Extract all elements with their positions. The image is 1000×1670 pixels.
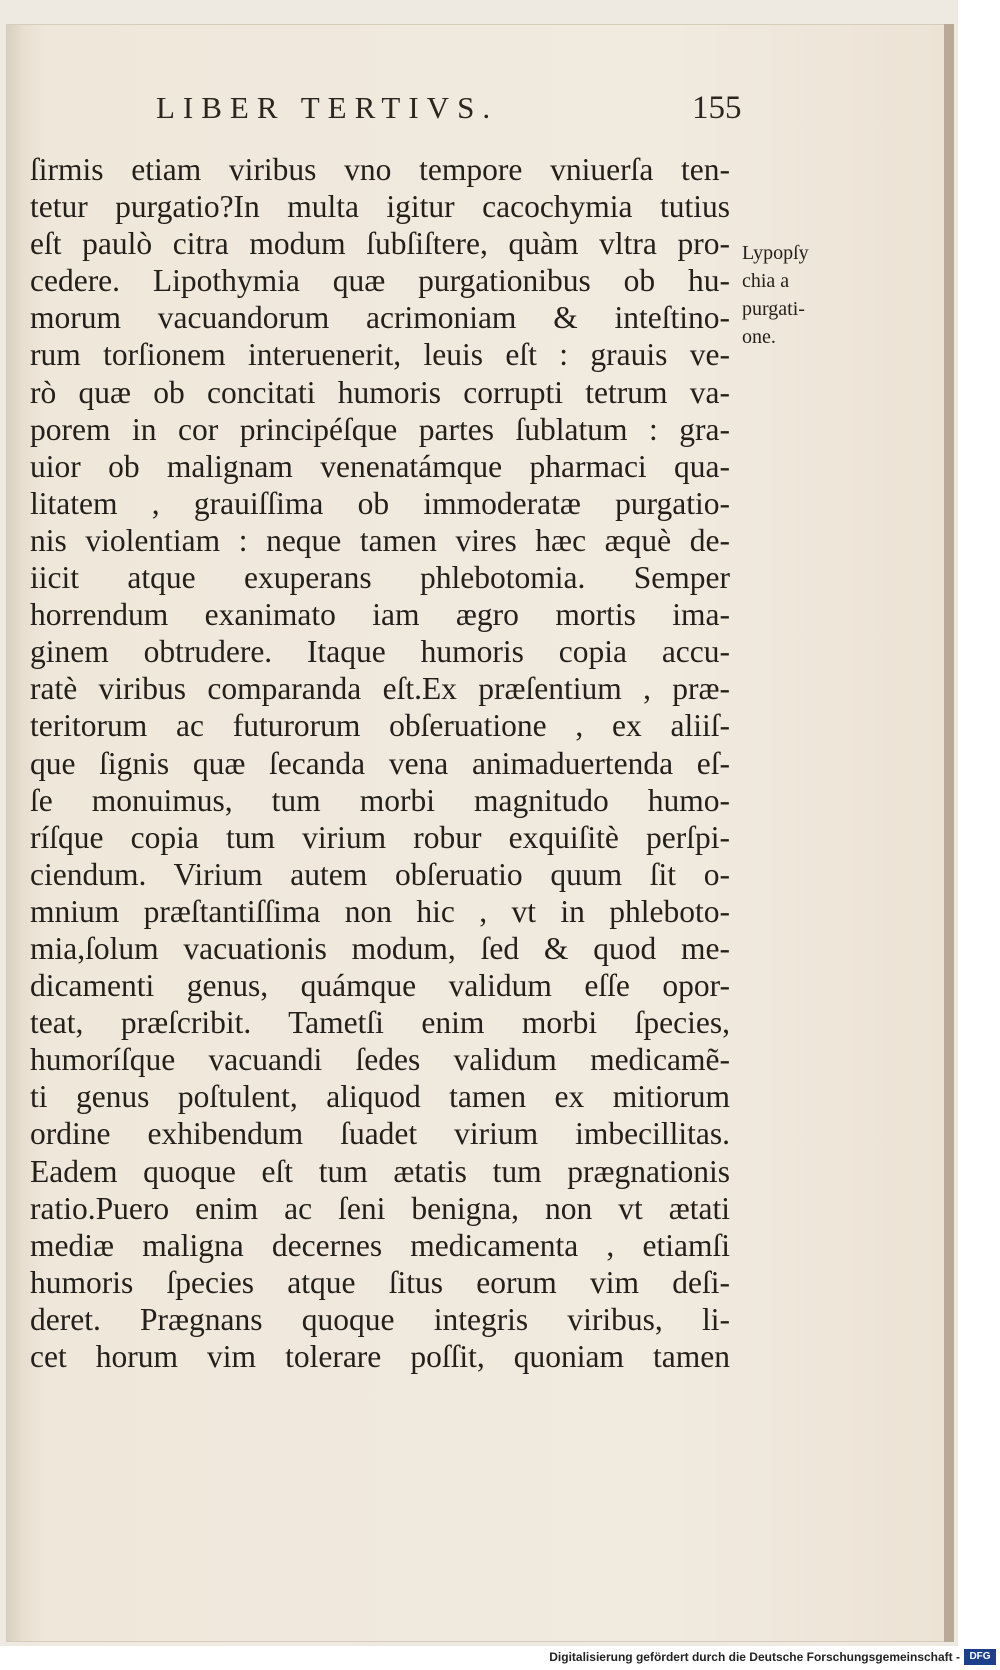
text-line: nis violentiam : neque tamen vires hæc æquè de- <box>30 522 730 558</box>
footer-bar <box>0 1646 1000 1670</box>
text-line: mia,ſolum vacuationis modum, ſed & quod me- <box>30 930 730 966</box>
page-edge <box>944 24 954 1642</box>
running-head <box>6 90 946 134</box>
text-line: cet horum vim tolerare poſſit, quoniam tamen <box>30 1339 730 1374</box>
book-page <box>6 24 946 1642</box>
text-line: ordine exhibendum ſuadet virium imbecillitas. <box>30 1116 730 1152</box>
marginal-note <box>742 239 822 351</box>
text-line: ginem obtrudere. Itaque humoris copia accu- <box>30 634 730 670</box>
running-title: LIBER TERTIVS. <box>156 90 499 125</box>
text-line: ratio.Puero enim ac ſeni benigna, non vt ætati <box>30 1190 730 1226</box>
dfg-logo: DFG <box>964 1649 996 1665</box>
text-line: porem in cor principéſque partes ſublatum : gra- <box>30 411 730 447</box>
marginal-note-line: chia a <box>742 270 790 292</box>
text-line: que ſignis quæ ſecanda vena animaduertenda eſ- <box>30 745 730 781</box>
page-number: 155 <box>692 90 742 126</box>
text-line: morum vacuandorum acrimoniam & inteſtino- <box>30 300 730 336</box>
text-line: teat, præſcribit. Tametſi enim morbi ſpecies, <box>30 1005 730 1041</box>
text-line: ratè viribus comparanda eſt.Ex præſentium , præ- <box>30 671 730 707</box>
text-line: litatem , grauiſſima ob immoderatæ purgatio- <box>30 485 730 521</box>
text-line: deret. Prægnans quoque integris viribus, li- <box>30 1301 730 1337</box>
text-line: Eadem quoque eſt tum ætatis tum prægnationis <box>30 1153 730 1189</box>
marginal-note-line: purgati- <box>742 298 805 320</box>
body-text <box>30 151 730 1375</box>
text-line: ſirmis etiam viribus vno tempore vniuerſa ten- <box>30 152 730 187</box>
text-line: humoris ſpecies atque ſitus eorum vim deſi- <box>30 1264 730 1300</box>
text-line: dicamenti genus, quámque validum eſſe opor- <box>30 968 730 1004</box>
text-line: ciendum. Virium autem obſeruatio quum ſit o- <box>30 856 730 892</box>
text-line: ríſque copia tum virium robur exquiſitè perſpi- <box>30 819 730 855</box>
text-line: tetur purgatio?In multa igitur cacochymia tutius <box>30 189 730 225</box>
text-line: mediæ maligna decernes medicamenta , etiamſi <box>30 1227 730 1263</box>
text-line: iicit atque exuperans phlebotomia. Semper <box>30 560 730 596</box>
text-line: rò quæ ob concitati humoris corrupti tetrum va- <box>30 374 730 410</box>
funding-credit: Digitalisierung gefördert durch die Deutsche Forschungsgemeinschaft - <box>549 1650 960 1664</box>
text-line: ſe monuimus, tum morbi magnitudo humo- <box>30 782 730 818</box>
marginal-note-line: Lypopſy <box>742 242 809 264</box>
text-line: teritorum ac futurorum obſeruatione , ex aliiſ- <box>30 708 730 744</box>
text-line: rum torſionem interuenerit, leuis eſt : grauis ve- <box>30 337 730 373</box>
text-line: ti genus poſtulent, aliquod tamen ex mitiorum <box>30 1079 730 1115</box>
marginal-note-line: one. <box>742 326 776 348</box>
text-line: mnium præſtantiſſima non hic , vt in phleboto- <box>30 893 730 929</box>
text-line: uior ob malignam venenatámque pharmaci qua- <box>30 448 730 484</box>
text-line: cedere. Lipothymia quæ purgationibus ob hu- <box>30 263 730 299</box>
text-line: humoríſque vacuandi ſedes validum medicamẽ- <box>30 1042 730 1078</box>
text-line: eſt paulò citra modum ſubſiſtere, quàm vltra pro- <box>30 226 730 262</box>
text-line: horrendum exanimato iam ægro mortis ima- <box>30 597 730 633</box>
